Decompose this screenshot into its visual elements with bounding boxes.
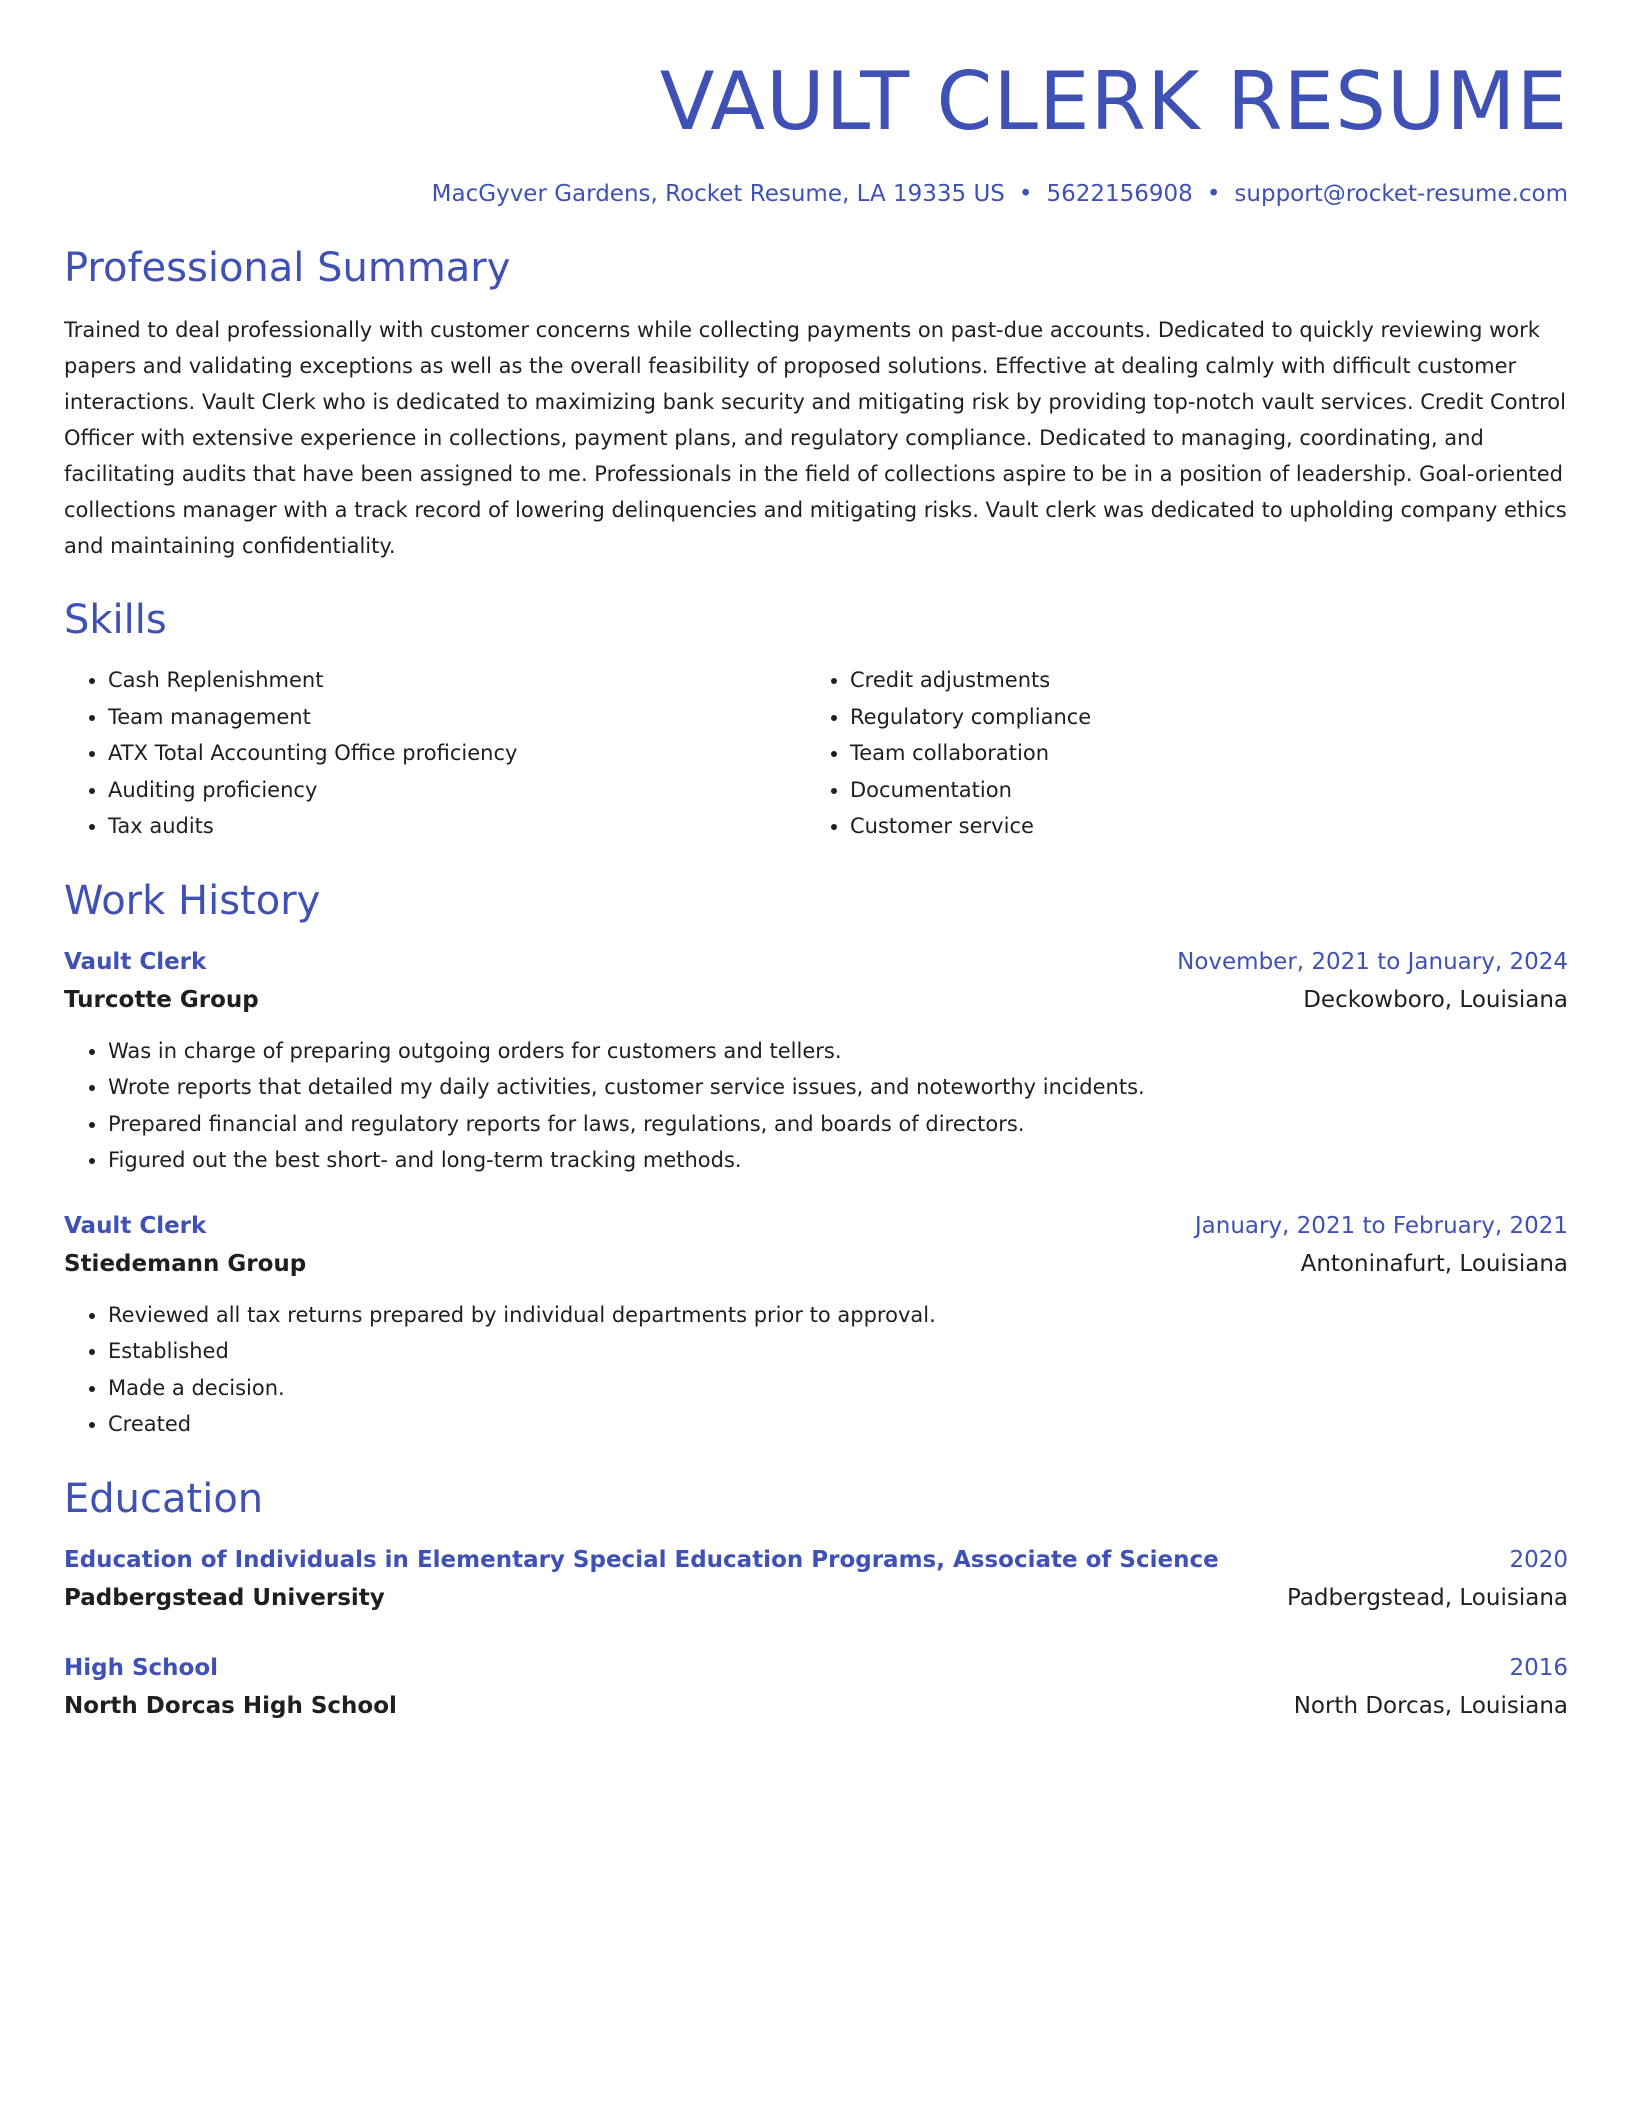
job-dates: January, 2021 to February, 2021 [1194,1212,1568,1239]
job-bullet: • Prepared financial and regulatory reports for laws, regulations, and boards of directors. [108,1106,1568,1143]
education-heading: Education [64,1475,264,1522]
job-bullets [64,1297,1568,1443]
summary-text: Trained to deal professionally with customer concerns while collecting payments on past-due accounts. Dedicated to quickly reviewing work papers and validating exceptions as well as the overall feasibility of proposed solutions. Effective at dealing calmly with difficult customer interactions. Vault Clerk who is dedicated to maximizing bank security and mitigating risk by providing top-notch vault services. Credit Control Officer with extensive experience in collections, payment plans, and regulatory compliance. Dedicated to managing, coordinating, and facilitating audits that have been assigned to me. Professionals in the field of collections aspire to be in a position of leadership. Goal-oriented collections manager with a track record of lowering delinquencies and mitigating risks. Vault clerk was dedicated to upholding company ethics and maintaining confidentiality. [64,318,1567,558]
skill-item: • Cash Replenishment [108,662,806,699]
degree-year: 2020 [1509,1546,1568,1573]
skill-item: • Credit adjustments [850,662,1548,699]
summary-heading: Professional Summary [64,245,511,291]
job-bullet: • Made a decision. [108,1370,1568,1407]
job-bullet: • Established [108,1333,1568,1370]
school-location: North Dorcas, Louisiana [1293,1692,1568,1719]
skills-column-right [806,662,1548,845]
education-entry [64,1541,1568,1617]
job-bullet: • Reviewed all tax returns prepared by individual departments prior to approval. [108,1297,1568,1334]
work-history-heading: Work History [64,877,321,924]
contact-line [64,178,1568,210]
degree-title: Education of Individuals in Elementary Special Education Programs, Associate of Science [64,1546,1219,1573]
skills-column-left [64,662,806,845]
skill-item: • Tax audits [108,808,806,845]
job-location: Deckowboro, Louisiana [1303,986,1568,1013]
contact-phone: 5622156908 [1046,181,1193,207]
contact-separator: • [1018,181,1033,207]
job-bullet: • Created [108,1406,1568,1443]
degree-year: 2016 [1509,1654,1568,1681]
job-company: Turcotte Group [64,986,259,1013]
school-name: Padbergstead University [64,1584,385,1611]
skill-item: • Documentation [850,772,1548,809]
job-dates: November, 2021 to January, 2024 [1177,948,1568,975]
skill-item: • Customer service [850,808,1548,845]
job-title: Vault Clerk [64,948,207,975]
skills-heading: Skills [64,597,167,643]
skill-item: • Team collaboration [850,735,1548,772]
skill-item: • Team management [108,699,806,736]
resume-title: VAULT CLERK RESUME [659,55,1568,148]
school-name: North Dorcas High School [64,1692,397,1719]
education-entry [64,1649,1568,1725]
job-title: Vault Clerk [64,1212,207,1239]
school-location: Padbergstead, Louisiana [1287,1584,1568,1611]
work-entry [64,1207,1568,1443]
job-bullet: • Wrote reports that detailed my daily activities, customer service issues, and noteworthy incidents. [108,1069,1568,1106]
job-location: Antoninafurt, Louisiana [1300,1250,1568,1277]
job-company: Stiedemann Group [64,1250,307,1277]
skills-list [64,662,1568,845]
degree-title: High School [64,1654,219,1681]
job-bullet: • Figured out the best short- and long-term tracking methods. [108,1142,1568,1179]
work-entry [64,943,1568,1179]
contact-email: support@rocket-resume.com [1234,181,1568,207]
resume-page [64,0,1568,1725]
skill-item: • ATX Total Accounting Office proficiency [108,735,806,772]
skill-item: • Auditing proficiency [108,772,806,809]
contact-address: MacGyver Gardens, Rocket Resume, LA 19335 US [431,181,1005,207]
job-bullet: • Was in charge of preparing outgoing orders for customers and tellers. [108,1033,1568,1070]
contact-separator: • [1206,181,1221,207]
job-bullets [64,1033,1568,1179]
skill-item: • Regulatory compliance [850,699,1548,736]
